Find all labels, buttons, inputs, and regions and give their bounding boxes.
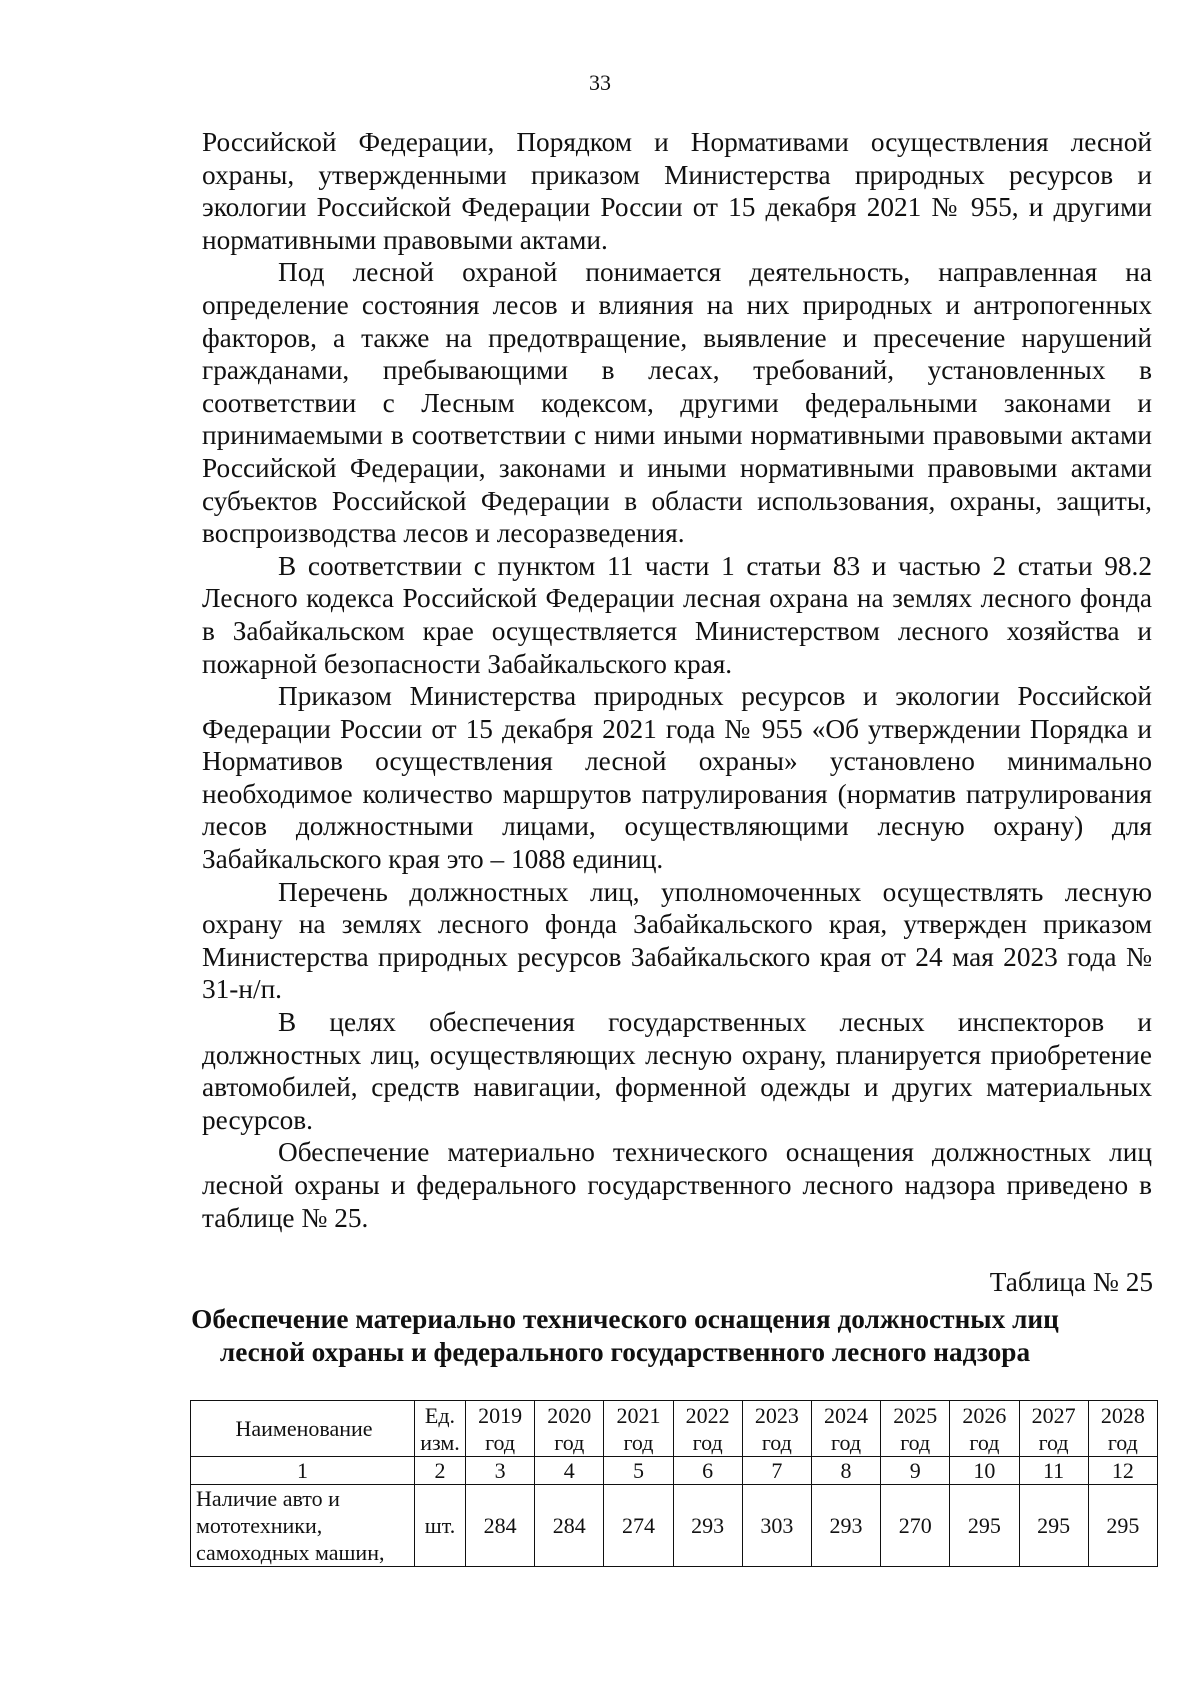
paragraph: В целях обеспечения государственных лесных инспекторов и должностных лиц, осуществляющих лесную охрану, планируется приобретение автомобилей, средств навигации, форменной одежды и других материальных ресурсов. (202, 1007, 1152, 1135)
row-value: 293 (811, 1485, 880, 1567)
header-year (673, 1401, 742, 1457)
year: 2025 (893, 1402, 938, 1428)
row-name: Наличие авто и мототехники, самоходных машин, (191, 1485, 415, 1567)
year: 2023 (754, 1402, 799, 1428)
header-year (604, 1401, 673, 1457)
page-number: 33 (589, 70, 611, 95)
header-unit-line2: изм. (420, 1429, 460, 1455)
paragraph: Приказом Министерства природных ресурсов и экологии Российской Федерации России от 15 декабря 2021 года № 955 «Об утверждении Порядка и Нормативов осуществления лесной охраны» установлено минимально необходимое количество маршрутов патрулирования (норматив патрулирования лесов должностными лицами, осуществляющими лесную охрану) для Забайкальского края это – 1088 единиц. (202, 681, 1152, 875)
paragraph: Под лесной охраной понимается деятельность, направленная на определение состояния лесов и влияния на них природных и антропогенных факторов, а также на предотвращение, выявление и пресечение нарушений гражданами, пребывающими в лесах, требований, установленных в соответствии с Лесным кодексом, другими федеральными законами и принимаемыми в соответствии с ними иными нормативными правовыми актами Российской Федерации, законами и иными нормативными правовыми актами субъектов Российской Федерации в области использования, охраны, защиты, воспроизводства лесов и лесоразведения. (202, 257, 1152, 549)
column-number-row (191, 1457, 1158, 1485)
table-row (191, 1485, 1158, 1567)
column-number: 1 (191, 1457, 415, 1485)
row-unit: шт. (415, 1485, 466, 1567)
row-value: 295 (1019, 1485, 1088, 1567)
year: 2026 (962, 1402, 1007, 1428)
column-number: 2 (415, 1457, 466, 1485)
header-year (881, 1401, 950, 1457)
year: 2027 (1031, 1402, 1076, 1428)
column-number: 8 (811, 1457, 880, 1485)
row-value: 274 (604, 1485, 673, 1567)
column-number: 6 (673, 1457, 742, 1485)
body-text (202, 126, 1152, 1234)
header-year (1019, 1401, 1088, 1457)
row-value: 303 (742, 1485, 811, 1567)
header-year (535, 1401, 604, 1457)
data-table (190, 1400, 1158, 1567)
year-suffix: год (969, 1429, 1000, 1455)
column-number: 4 (535, 1457, 604, 1485)
year-suffix: год (1107, 1429, 1138, 1455)
column-number: 9 (881, 1457, 950, 1485)
header-unit-line1: Ед. (424, 1402, 456, 1428)
row-value: 293 (673, 1485, 742, 1567)
year: 2020 (547, 1402, 592, 1428)
paragraph: Обеспечение материально технического оснащения должностных лиц лесной охраны и федерального государственного лесного надзора приведено в таблице № 25. (202, 1137, 1152, 1233)
year-suffix: год (692, 1429, 723, 1455)
row-value: 295 (1088, 1485, 1157, 1567)
year-suffix: год (900, 1429, 931, 1455)
year: 2022 (685, 1402, 730, 1428)
header-year (742, 1401, 811, 1457)
year: 2021 (616, 1402, 661, 1428)
year: 2028 (1100, 1402, 1145, 1428)
year: 2024 (824, 1402, 869, 1428)
row-value: 270 (881, 1485, 950, 1567)
header-year (1088, 1401, 1157, 1457)
year-suffix: год (831, 1429, 862, 1455)
year-suffix: год (761, 1429, 792, 1455)
header-unit (415, 1401, 466, 1457)
table-title: Обеспечение материально технического оснащения должностных лиц лесной охраны и федерального государственного лесного надзора (191, 1304, 1059, 1367)
paragraph: В соответствии с пунктом 11 части 1 статьи 83 и частью 2 статьи 98.2 Лесного кодекса Российской Федерации лесная охрана на землях лесного фонда в Забайкальском крае осуществляется Министерством лесного хозяйства и пожарной безопасности Забайкальского края. (202, 550, 1152, 679)
column-number: 12 (1088, 1457, 1157, 1485)
row-value: 284 (466, 1485, 535, 1567)
column-number: 11 (1019, 1457, 1088, 1485)
table-header-row (191, 1401, 1158, 1457)
year-suffix: год (623, 1429, 654, 1455)
paragraph: Российской Федерации, Порядком и Нормативами осуществления лесной охраны, утвержденными приказом Министерства природных ресурсов и экологии Российской Федерации России от 15 декабря 2021 № 955, и другими нормативными правовыми актами. (202, 127, 1152, 255)
paragraph: Перечень должностных лиц, уполномоченных осуществлять лесную охрану на землях лесного фонда Забайкальского края, утвержден приказом Министерства природных ресурсов Забайкальского края от 24 мая 2023 года № 31-н/п. (202, 876, 1152, 1005)
year-suffix: год (1038, 1429, 1069, 1455)
column-number: 5 (604, 1457, 673, 1485)
table-caption: Таблица № 25 (989, 1267, 1153, 1297)
column-number: 3 (466, 1457, 535, 1485)
year: 2019 (478, 1402, 523, 1428)
row-value: 295 (950, 1485, 1019, 1567)
column-number: 10 (950, 1457, 1019, 1485)
year-suffix: год (554, 1429, 585, 1455)
year-suffix: год (485, 1429, 516, 1455)
row-value: 284 (535, 1485, 604, 1567)
header-year (466, 1401, 535, 1457)
header-name: Наименование (191, 1401, 415, 1457)
column-number: 7 (742, 1457, 811, 1485)
header-year (950, 1401, 1019, 1457)
header-year (811, 1401, 880, 1457)
